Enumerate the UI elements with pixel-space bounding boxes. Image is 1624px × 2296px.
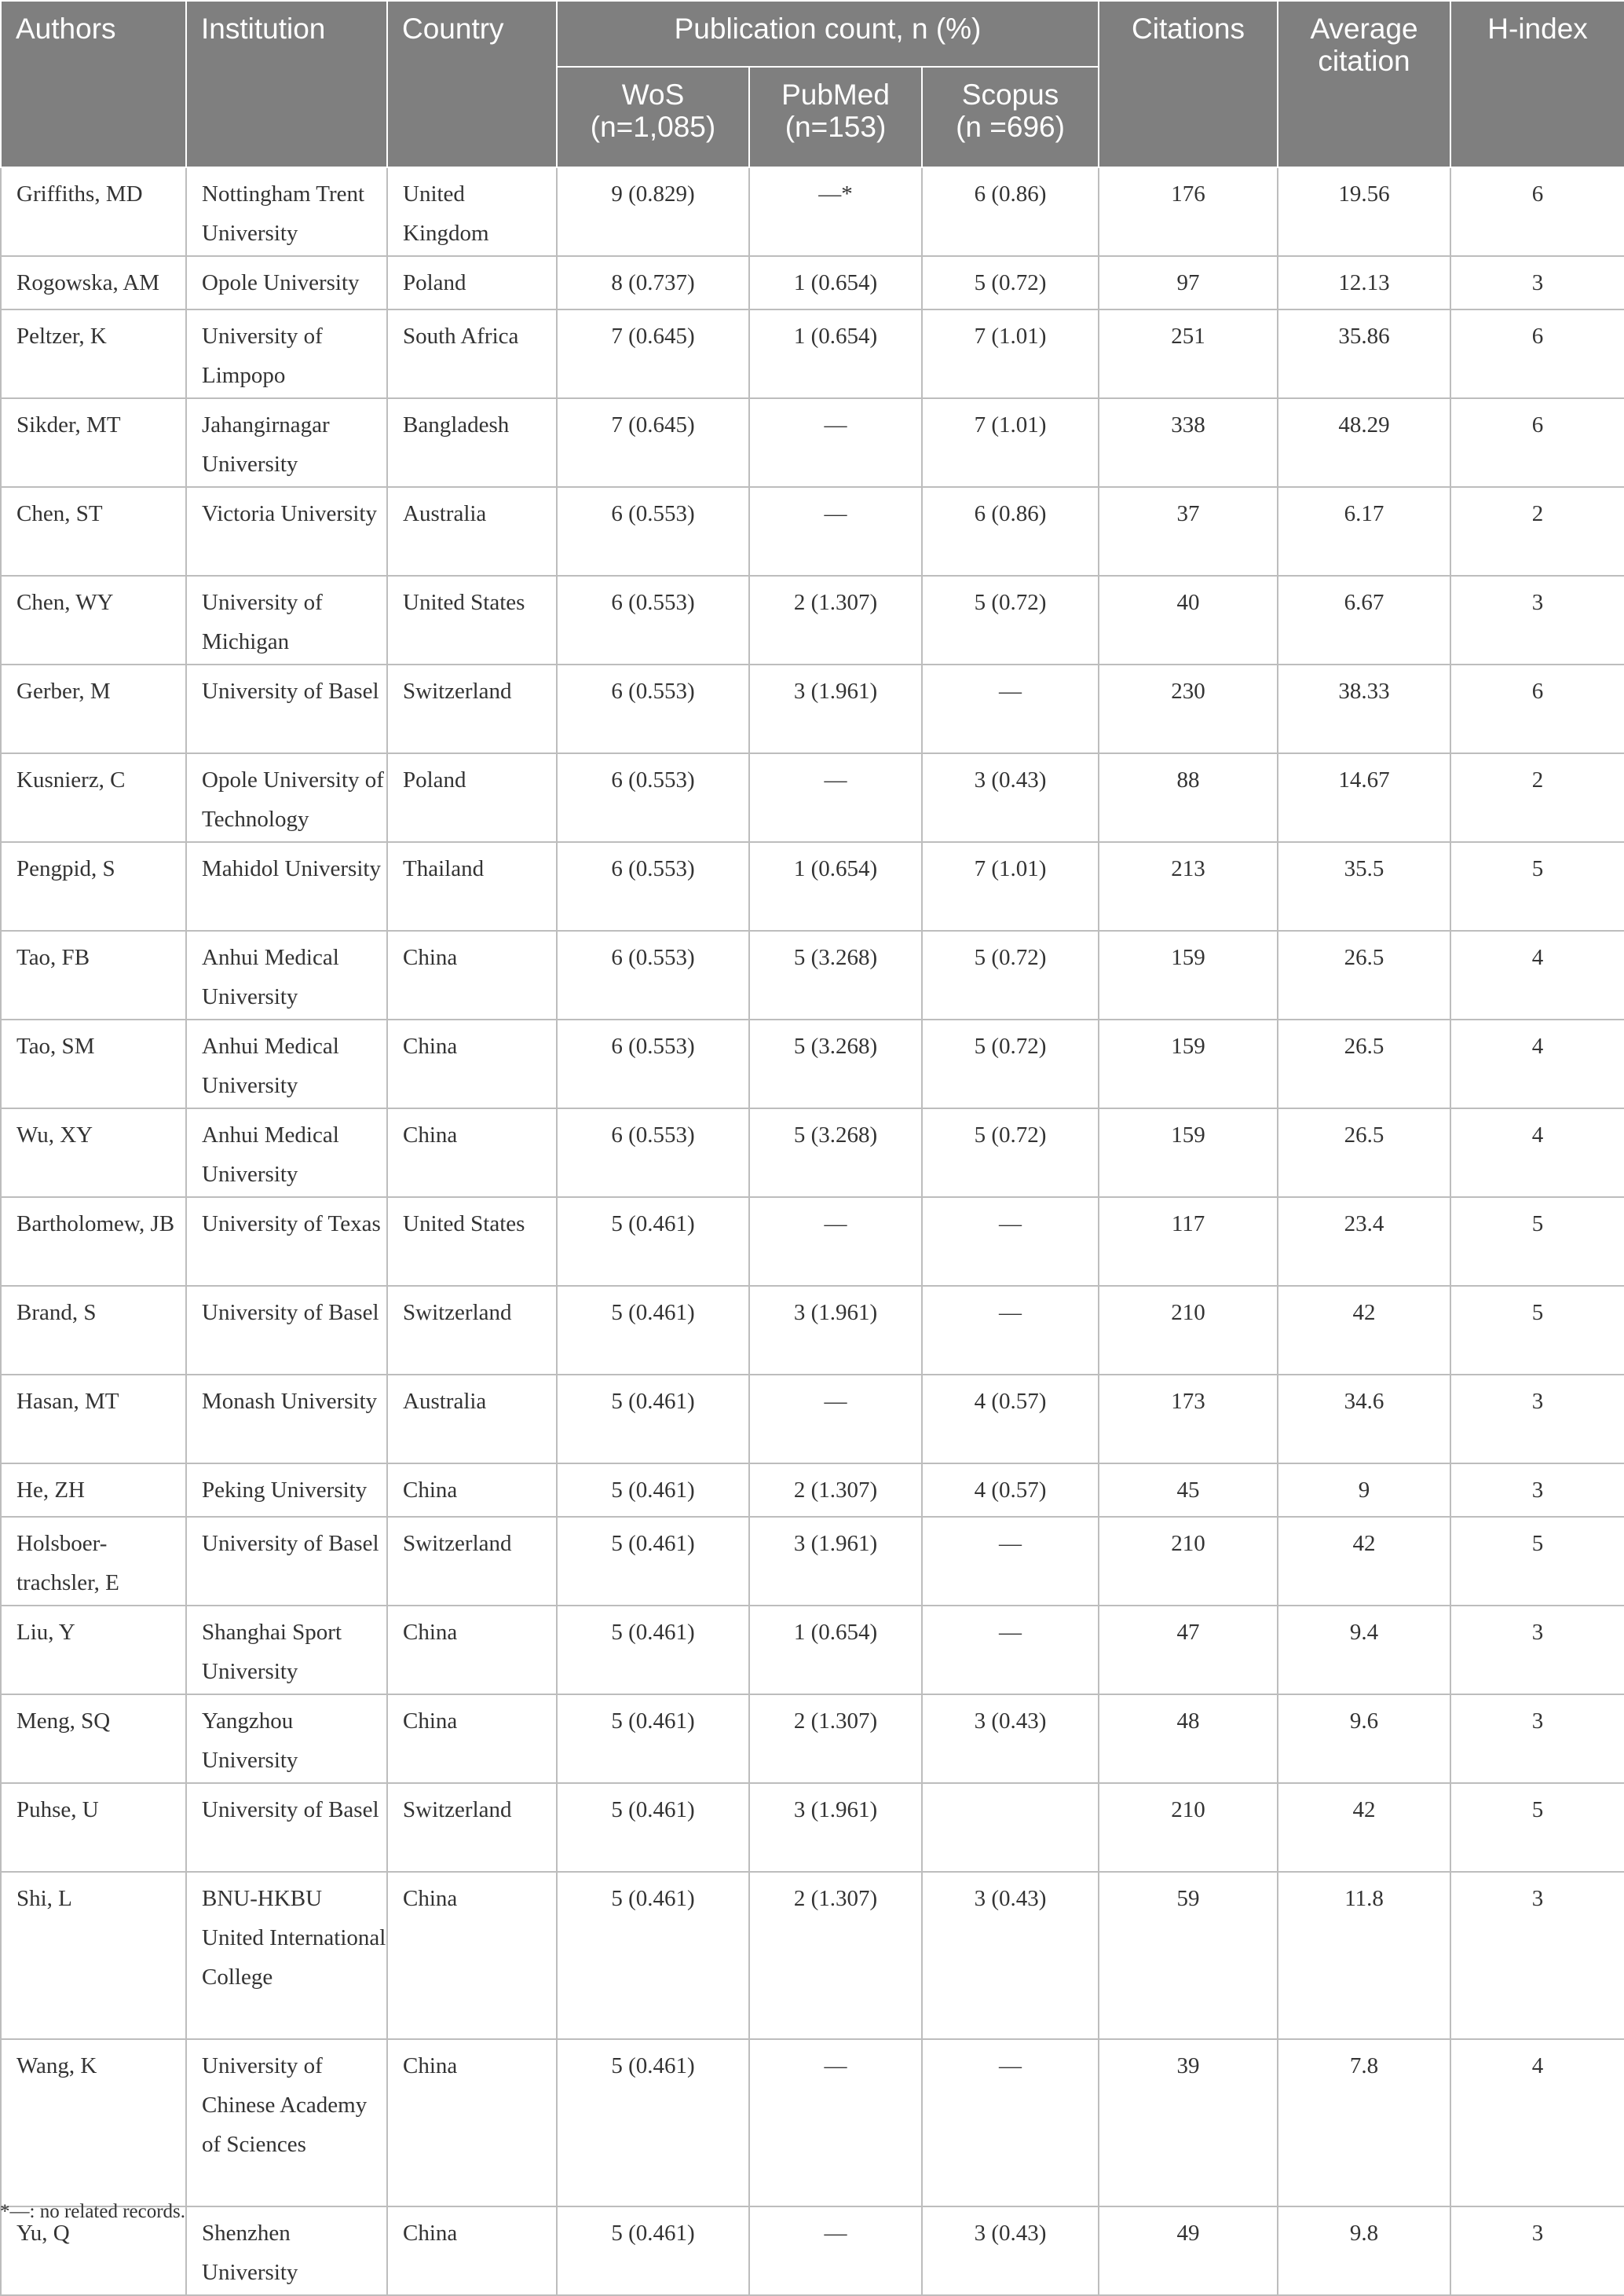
cell-citations: 49 (1099, 2206, 1278, 2295)
cell-author: Kusnierz, C (1, 753, 186, 842)
cell-h-index: 4 (1450, 2039, 1624, 2206)
cell-citations: 88 (1099, 753, 1278, 842)
cell-country: Switzerland (387, 665, 557, 753)
cell-h-index: 5 (1450, 1197, 1624, 1286)
header-wos-label: WoS (621, 79, 685, 111)
cell-pubmed: 5 (3.268) (749, 1020, 922, 1108)
table-row (1, 1517, 1624, 1606)
cell-country: Australia (387, 1375, 557, 1463)
cell-average-citation: 34.6 (1278, 1375, 1450, 1463)
cell-h-index: 2 (1450, 487, 1624, 576)
cell-author: Wu, XY (1, 1108, 186, 1197)
cell-scopus: 7 (1.01) (922, 842, 1099, 931)
cell-wos: 5 (0.461) (557, 2039, 749, 2206)
cell-institution: Anhui Medical University (186, 1020, 387, 1108)
cell-average-citation: 7.8 (1278, 2039, 1450, 2206)
cell-country: United States (387, 576, 557, 665)
cell-citations: 173 (1099, 1375, 1278, 1463)
cell-institution: Monash University (186, 1375, 387, 1463)
cell-scopus: — (922, 665, 1099, 753)
table-body (1, 167, 1624, 2295)
cell-scopus (922, 1783, 1099, 1872)
cell-average-citation: 48.29 (1278, 398, 1450, 487)
cell-country: China (387, 1108, 557, 1197)
cell-h-index: 3 (1450, 1694, 1624, 1783)
cell-scopus: 3 (0.43) (922, 1872, 1099, 2039)
cell-author: Rogowska, AM (1, 256, 186, 309)
cell-author: Chen, ST (1, 487, 186, 576)
cell-wos: 5 (0.461) (557, 1606, 749, 1694)
cell-author: Puhse, U (1, 1783, 186, 1872)
cell-institution: University of Texas (186, 1197, 387, 1286)
cell-wos: 5 (0.461) (557, 1694, 749, 1783)
table-row (1, 167, 1624, 256)
cell-average-citation: 9 (1278, 1463, 1450, 1517)
cell-pubmed: 1 (0.654) (749, 256, 922, 309)
cell-wos: 9 (0.829) (557, 167, 749, 256)
table-row (1, 931, 1624, 1020)
cell-country: Thailand (387, 842, 557, 931)
cell-scopus: — (922, 2039, 1099, 2206)
cell-scopus: 5 (0.72) (922, 1020, 1099, 1108)
table-row (1, 576, 1624, 665)
cell-wos: 5 (0.461) (557, 2206, 749, 2295)
cell-wos: 6 (0.553) (557, 931, 749, 1020)
cell-author: Tao, SM (1, 1020, 186, 1108)
cell-pubmed: 3 (1.961) (749, 1783, 922, 1872)
table-row (1, 1020, 1624, 1108)
cell-country: Australia (387, 487, 557, 576)
cell-pubmed: —* (749, 167, 922, 256)
cell-country: China (387, 1694, 557, 1783)
cell-average-citation: 26.5 (1278, 1108, 1450, 1197)
table-row (1, 1694, 1624, 1783)
cell-scopus: — (922, 1606, 1099, 1694)
table-row (1, 1783, 1624, 1872)
cell-wos: 7 (0.645) (557, 398, 749, 487)
table-row (1, 665, 1624, 753)
cell-country: China (387, 1606, 557, 1694)
table-row (1, 1463, 1624, 1517)
cell-average-citation: 6.67 (1278, 576, 1450, 665)
cell-author: Peltzer, K (1, 309, 186, 398)
table-row (1, 398, 1624, 487)
table-row (1, 1197, 1624, 1286)
cell-country: China (387, 931, 557, 1020)
cell-citations: 251 (1099, 309, 1278, 398)
cell-average-citation: 38.33 (1278, 665, 1450, 753)
cell-country: United States (387, 1197, 557, 1286)
table-row (1, 487, 1624, 576)
cell-citations: 117 (1099, 1197, 1278, 1286)
cell-average-citation: 6.17 (1278, 487, 1450, 576)
header-publication-count: Publication count, n (%) (557, 1, 1099, 67)
cell-average-citation: 35.86 (1278, 309, 1450, 398)
cell-country: China (387, 1020, 557, 1108)
cell-h-index: 3 (1450, 2206, 1624, 2295)
header-scopus-label: Scopus (961, 79, 1059, 111)
cell-author: Chen, WY (1, 576, 186, 665)
cell-author: Hasan, MT (1, 1375, 186, 1463)
cell-author: Brand, S (1, 1286, 186, 1375)
table-row (1, 1606, 1624, 1694)
header-h-index: H-index (1450, 1, 1624, 167)
cell-citations: 213 (1099, 842, 1278, 931)
cell-institution: Opole University (186, 256, 387, 309)
cell-pubmed: — (749, 398, 922, 487)
cell-citations: 59 (1099, 1872, 1278, 2039)
cell-pubmed: 2 (1.307) (749, 1694, 922, 1783)
cell-country: China (387, 1872, 557, 2039)
cell-scopus: 3 (0.43) (922, 753, 1099, 842)
cell-average-citation: 9.4 (1278, 1606, 1450, 1694)
cell-scopus: 3 (0.43) (922, 2206, 1099, 2295)
table-row (1, 753, 1624, 842)
cell-wos: 6 (0.553) (557, 576, 749, 665)
cell-institution: University of Basel (186, 665, 387, 753)
cell-scopus: 5 (0.72) (922, 1108, 1099, 1197)
cell-scopus: 4 (0.57) (922, 1375, 1099, 1463)
cell-institution: Shanghai Sport University (186, 1606, 387, 1694)
cell-h-index: 3 (1450, 1606, 1624, 1694)
cell-citations: 97 (1099, 256, 1278, 309)
cell-h-index: 3 (1450, 576, 1624, 665)
header-country: Country (387, 1, 557, 167)
cell-wos: 7 (0.645) (557, 309, 749, 398)
cell-wos: 6 (0.553) (557, 1108, 749, 1197)
cell-pubmed: — (749, 753, 922, 842)
cell-pubmed: — (749, 2206, 922, 2295)
cell-scopus: 5 (0.72) (922, 576, 1099, 665)
cell-country: China (387, 2039, 557, 2206)
cell-citations: 45 (1099, 1463, 1278, 1517)
cell-scopus: 3 (0.43) (922, 1694, 1099, 1783)
cell-institution: Anhui Medical University (186, 1108, 387, 1197)
cell-author: Holsboer-trachsler, E (1, 1517, 186, 1606)
cell-scopus: 6 (0.86) (922, 167, 1099, 256)
cell-author: Meng, SQ (1, 1694, 186, 1783)
cell-country: China (387, 2206, 557, 2295)
cell-scopus: — (922, 1197, 1099, 1286)
table-row (1, 1872, 1624, 2039)
header-pubmed-n: (n=153) (785, 111, 887, 143)
cell-average-citation: 11.8 (1278, 1872, 1450, 2039)
cell-pubmed: — (749, 487, 922, 576)
cell-average-citation: 19.56 (1278, 167, 1450, 256)
cell-country: Switzerland (387, 1517, 557, 1606)
cell-citations: 47 (1099, 1606, 1278, 1694)
cell-citations: 159 (1099, 931, 1278, 1020)
cell-h-index: 3 (1450, 1375, 1624, 1463)
cell-institution: Mahidol University (186, 842, 387, 931)
header-citations: Citations (1099, 1, 1278, 167)
cell-institution: University of Basel (186, 1783, 387, 1872)
cell-citations: 210 (1099, 1783, 1278, 1872)
cell-h-index: 3 (1450, 1463, 1624, 1517)
cell-wos: 6 (0.553) (557, 753, 749, 842)
cell-citations: 48 (1099, 1694, 1278, 1783)
cell-wos: 5 (0.461) (557, 1872, 749, 2039)
cell-author: Yu, Q (1, 2206, 186, 2295)
cell-h-index: 3 (1450, 1872, 1624, 2039)
cell-citations: 40 (1099, 576, 1278, 665)
cell-h-index: 6 (1450, 398, 1624, 487)
cell-pubmed: 2 (1.307) (749, 576, 922, 665)
cell-citations: 210 (1099, 1286, 1278, 1375)
cell-pubmed: 3 (1.961) (749, 665, 922, 753)
cell-wos: 5 (0.461) (557, 1783, 749, 1872)
cell-scopus: 7 (1.01) (922, 309, 1099, 398)
cell-wos: 6 (0.553) (557, 487, 749, 576)
cell-author: He, ZH (1, 1463, 186, 1517)
cell-average-citation: 9.8 (1278, 2206, 1450, 2295)
header-authors: Authors (1, 1, 186, 167)
header-pubmed (749, 67, 922, 167)
cell-average-citation: 42 (1278, 1517, 1450, 1606)
cell-citations: 210 (1099, 1517, 1278, 1606)
cell-h-index: 6 (1450, 167, 1624, 256)
cell-country: United Kingdom (387, 167, 557, 256)
table-row (1, 256, 1624, 309)
cell-average-citation: 14.67 (1278, 753, 1450, 842)
cell-institution: University of Chinese Academy of Sciences (186, 2039, 387, 2206)
cell-citations: 37 (1099, 487, 1278, 576)
cell-citations: 159 (1099, 1020, 1278, 1108)
cell-h-index: 4 (1450, 931, 1624, 1020)
cell-scopus: — (922, 1286, 1099, 1375)
cell-scopus: 4 (0.57) (922, 1463, 1099, 1517)
cell-pubmed: 5 (3.268) (749, 1108, 922, 1197)
cell-wos: 6 (0.553) (557, 1020, 749, 1108)
cell-average-citation: 26.5 (1278, 931, 1450, 1020)
cell-pubmed: 1 (0.654) (749, 309, 922, 398)
cell-average-citation: 23.4 (1278, 1197, 1450, 1286)
cell-institution: Victoria University (186, 487, 387, 576)
cell-country: South Africa (387, 309, 557, 398)
cell-country: Poland (387, 753, 557, 842)
header-institution: Institution (186, 1, 387, 167)
cell-h-index: 3 (1450, 256, 1624, 309)
cell-institution: Shenzhen University (186, 2206, 387, 2295)
cell-pubmed: 1 (0.654) (749, 1606, 922, 1694)
header-wos (557, 67, 749, 167)
table-row (1, 842, 1624, 931)
table-row (1, 2206, 1624, 2295)
cell-author: Gerber, M (1, 665, 186, 753)
cell-average-citation: 42 (1278, 1783, 1450, 1872)
cell-citations: 338 (1099, 398, 1278, 487)
table-row (1, 1286, 1624, 1375)
cell-h-index: 5 (1450, 842, 1624, 931)
cell-institution: Yangzhou University (186, 1694, 387, 1783)
cell-institution: Anhui Medical University (186, 931, 387, 1020)
cell-pubmed: — (749, 1375, 922, 1463)
cell-h-index: 4 (1450, 1108, 1624, 1197)
cell-author: Shi, L (1, 1872, 186, 2039)
cell-average-citation: 35.5 (1278, 842, 1450, 931)
cell-scopus: 5 (0.72) (922, 256, 1099, 309)
cell-country: Poland (387, 256, 557, 309)
cell-author: Tao, FB (1, 931, 186, 1020)
cell-institution: University of Basel (186, 1517, 387, 1606)
cell-institution: BNU-HKBU United International College (186, 1872, 387, 2039)
cell-author: Griffiths, MD (1, 167, 186, 256)
cell-wos: 6 (0.553) (557, 842, 749, 931)
cell-author: Bartholomew, JB (1, 1197, 186, 1286)
table-footnote: *—: no related records. (0, 2201, 186, 2222)
cell-pubmed: 3 (1.961) (749, 1517, 922, 1606)
cell-scopus: 6 (0.86) (922, 487, 1099, 576)
cell-country: China (387, 1463, 557, 1517)
cell-h-index: 2 (1450, 753, 1624, 842)
cell-wos: 5 (0.461) (557, 1517, 749, 1606)
cell-average-citation: 12.13 (1278, 256, 1450, 309)
cell-h-index: 6 (1450, 665, 1624, 753)
cell-citations: 39 (1099, 2039, 1278, 2206)
cell-h-index: 6 (1450, 309, 1624, 398)
cell-citations: 159 (1099, 1108, 1278, 1197)
cell-scopus: — (922, 1517, 1099, 1606)
cell-h-index: 5 (1450, 1783, 1624, 1872)
cell-h-index: 5 (1450, 1286, 1624, 1375)
cell-pubmed: 1 (0.654) (749, 842, 922, 931)
cell-pubmed: 2 (1.307) (749, 1872, 922, 2039)
header-pubmed-label: PubMed (781, 79, 890, 111)
cell-pubmed: — (749, 1197, 922, 1286)
cell-h-index: 4 (1450, 1020, 1624, 1108)
table-row (1, 2039, 1624, 2206)
table-row (1, 1108, 1624, 1197)
cell-scopus: 7 (1.01) (922, 398, 1099, 487)
cell-wos: 6 (0.553) (557, 665, 749, 753)
cell-wos: 5 (0.461) (557, 1463, 749, 1517)
header-scopus-n: (n =696) (956, 111, 1065, 143)
cell-institution: University of Basel (186, 1286, 387, 1375)
table-row (1, 309, 1624, 398)
cell-pubmed: 3 (1.961) (749, 1286, 922, 1375)
header-wos-n: (n=1,085) (590, 111, 716, 143)
cell-wos: 5 (0.461) (557, 1197, 749, 1286)
table-header (1, 1, 1624, 167)
cell-country: Switzerland (387, 1783, 557, 1872)
cell-citations: 176 (1099, 167, 1278, 256)
header-average-citation: Average citation (1278, 1, 1450, 167)
cell-institution: Nottingham Trent University (186, 167, 387, 256)
cell-institution: University of Limpopo (186, 309, 387, 398)
cell-institution: University of Michigan (186, 576, 387, 665)
cell-h-index: 5 (1450, 1517, 1624, 1606)
table-row (1, 1375, 1624, 1463)
cell-pubmed: 2 (1.307) (749, 1463, 922, 1517)
cell-author: Wang, K (1, 2039, 186, 2206)
cell-citations: 230 (1099, 665, 1278, 753)
cell-author: Liu, Y (1, 1606, 186, 1694)
cell-country: Switzerland (387, 1286, 557, 1375)
cell-pubmed: — (749, 2039, 922, 2206)
cell-institution: Peking University (186, 1463, 387, 1517)
header-scopus (922, 67, 1099, 167)
cell-institution: Jahangirnagar University (186, 398, 387, 487)
cell-average-citation: 9.6 (1278, 1694, 1450, 1783)
cell-institution: Opole University of Technology (186, 753, 387, 842)
cell-wos: 5 (0.461) (557, 1375, 749, 1463)
cell-pubmed: 5 (3.268) (749, 931, 922, 1020)
cell-wos: 5 (0.461) (557, 1286, 749, 1375)
cell-average-citation: 42 (1278, 1286, 1450, 1375)
cell-author: Pengpid, S (1, 842, 186, 931)
cell-average-citation: 26.5 (1278, 1020, 1450, 1108)
cell-scopus: 5 (0.72) (922, 931, 1099, 1020)
cell-wos: 8 (0.737) (557, 256, 749, 309)
cell-author: Sikder, MT (1, 398, 186, 487)
cell-country: Bangladesh (387, 398, 557, 487)
